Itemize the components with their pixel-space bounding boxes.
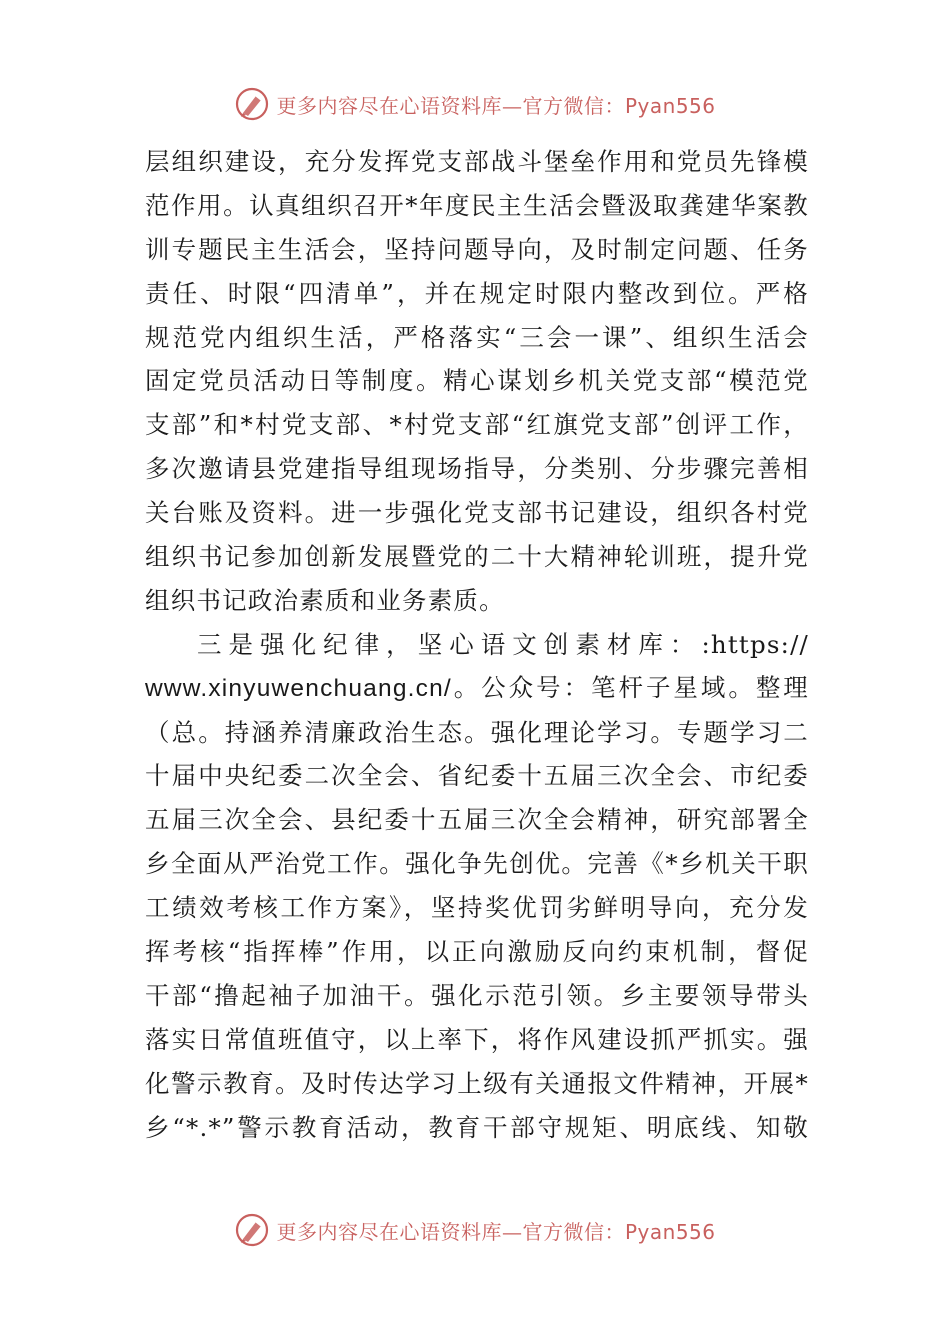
body-line: 组织书记参加创新发展暨党的二十大精神轮训班，提升党 (145, 542, 809, 572)
document-body (145, 140, 809, 1149)
wechat-id: Pyan556 (624, 93, 716, 118)
watermark-text (276, 1216, 715, 1245)
footer-watermark (0, 1210, 950, 1250)
watermark-label: 更多内容尽在心语资料库—官方微信： (276, 1219, 625, 1244)
body-line: 干部“撸起袖子加油干。强化示范引领。乡主要领导带头 (145, 980, 809, 1010)
body-line-url: www.xinyuwenchuang.cn/。公众号：笔杆子星域。整理 (145, 674, 809, 702)
pen-nib-logo-icon (234, 86, 270, 122)
body-line: 工绩效考核工作方案》，坚持奖优罚劣鲜明导向，充分发 (145, 893, 809, 923)
header-watermark (0, 84, 950, 124)
body-line: 规范党内组织生活，严格落实“三会一课”、组织生活会 (145, 322, 809, 352)
body-line: 十届中央纪委二次全会、省纪委十五届三次全会、市纪委 (145, 761, 809, 791)
body-line: 训专题民主生活会，坚持问题导向，及时制定问题、任务 (145, 234, 809, 264)
body-line: 责任、时限“四清单”，并在规定时限内整改到位。严格 (145, 278, 809, 308)
body-line: 化警示教育。及时传达学习上级有关通报文件精神，开展* (145, 1068, 809, 1098)
watermark-label: 更多内容尽在心语资料库—官方微信： (276, 93, 625, 118)
watermark-text (276, 90, 715, 119)
body-line: 多次邀请县党建指导组现场指导，分类别、分步骤完善相 (145, 454, 809, 484)
body-line: 支部”和*村党支部、*村党支部“红旗党支部”创评工作， (145, 410, 809, 440)
body-line: 乡全面从严治党工作。强化争先创优。完善《*乡机关干职 (145, 849, 809, 879)
body-line: 关台账及资料。进一步强化党支部书记建设，组织各村党 (145, 498, 809, 528)
body-line: 乡“*.*”警示教育活动，教育干部守规矩、明底线、知敬 (145, 1112, 809, 1142)
body-line: 组织书记政治素质和业务素质。 (145, 585, 505, 615)
body-line: 五届三次全会、县纪委十五届三次全会精神，研究部署全 (145, 805, 809, 835)
wechat-id: Pyan556 (624, 1219, 716, 1244)
body-line: 层组织建设，充分发挥党支部战斗堡垒作用和党员先锋模 (145, 147, 809, 176)
body-line: 固定党员活动日等制度。精心谋划乡机关党支部“模范党 (145, 366, 809, 396)
body-line: 范作用。认真组织召开*年度民主生活会暨汲取龚建华案教 (145, 190, 809, 220)
body-line: （总。持涵养清廉政治生态。强化理论学习。专题学习二 (145, 717, 809, 747)
body-line: 落实日常值班值守，以上率下，将作风建设抓严抓实。强 (145, 1024, 809, 1054)
pen-nib-logo-icon (234, 1212, 270, 1248)
body-line: 挥考核“指挥棒”作用，以正向激励反向约束机制，督促 (145, 937, 809, 967)
body-line-paragraph-start: 三是强化纪律，坚心语文创素材库：:https:// (197, 629, 809, 659)
